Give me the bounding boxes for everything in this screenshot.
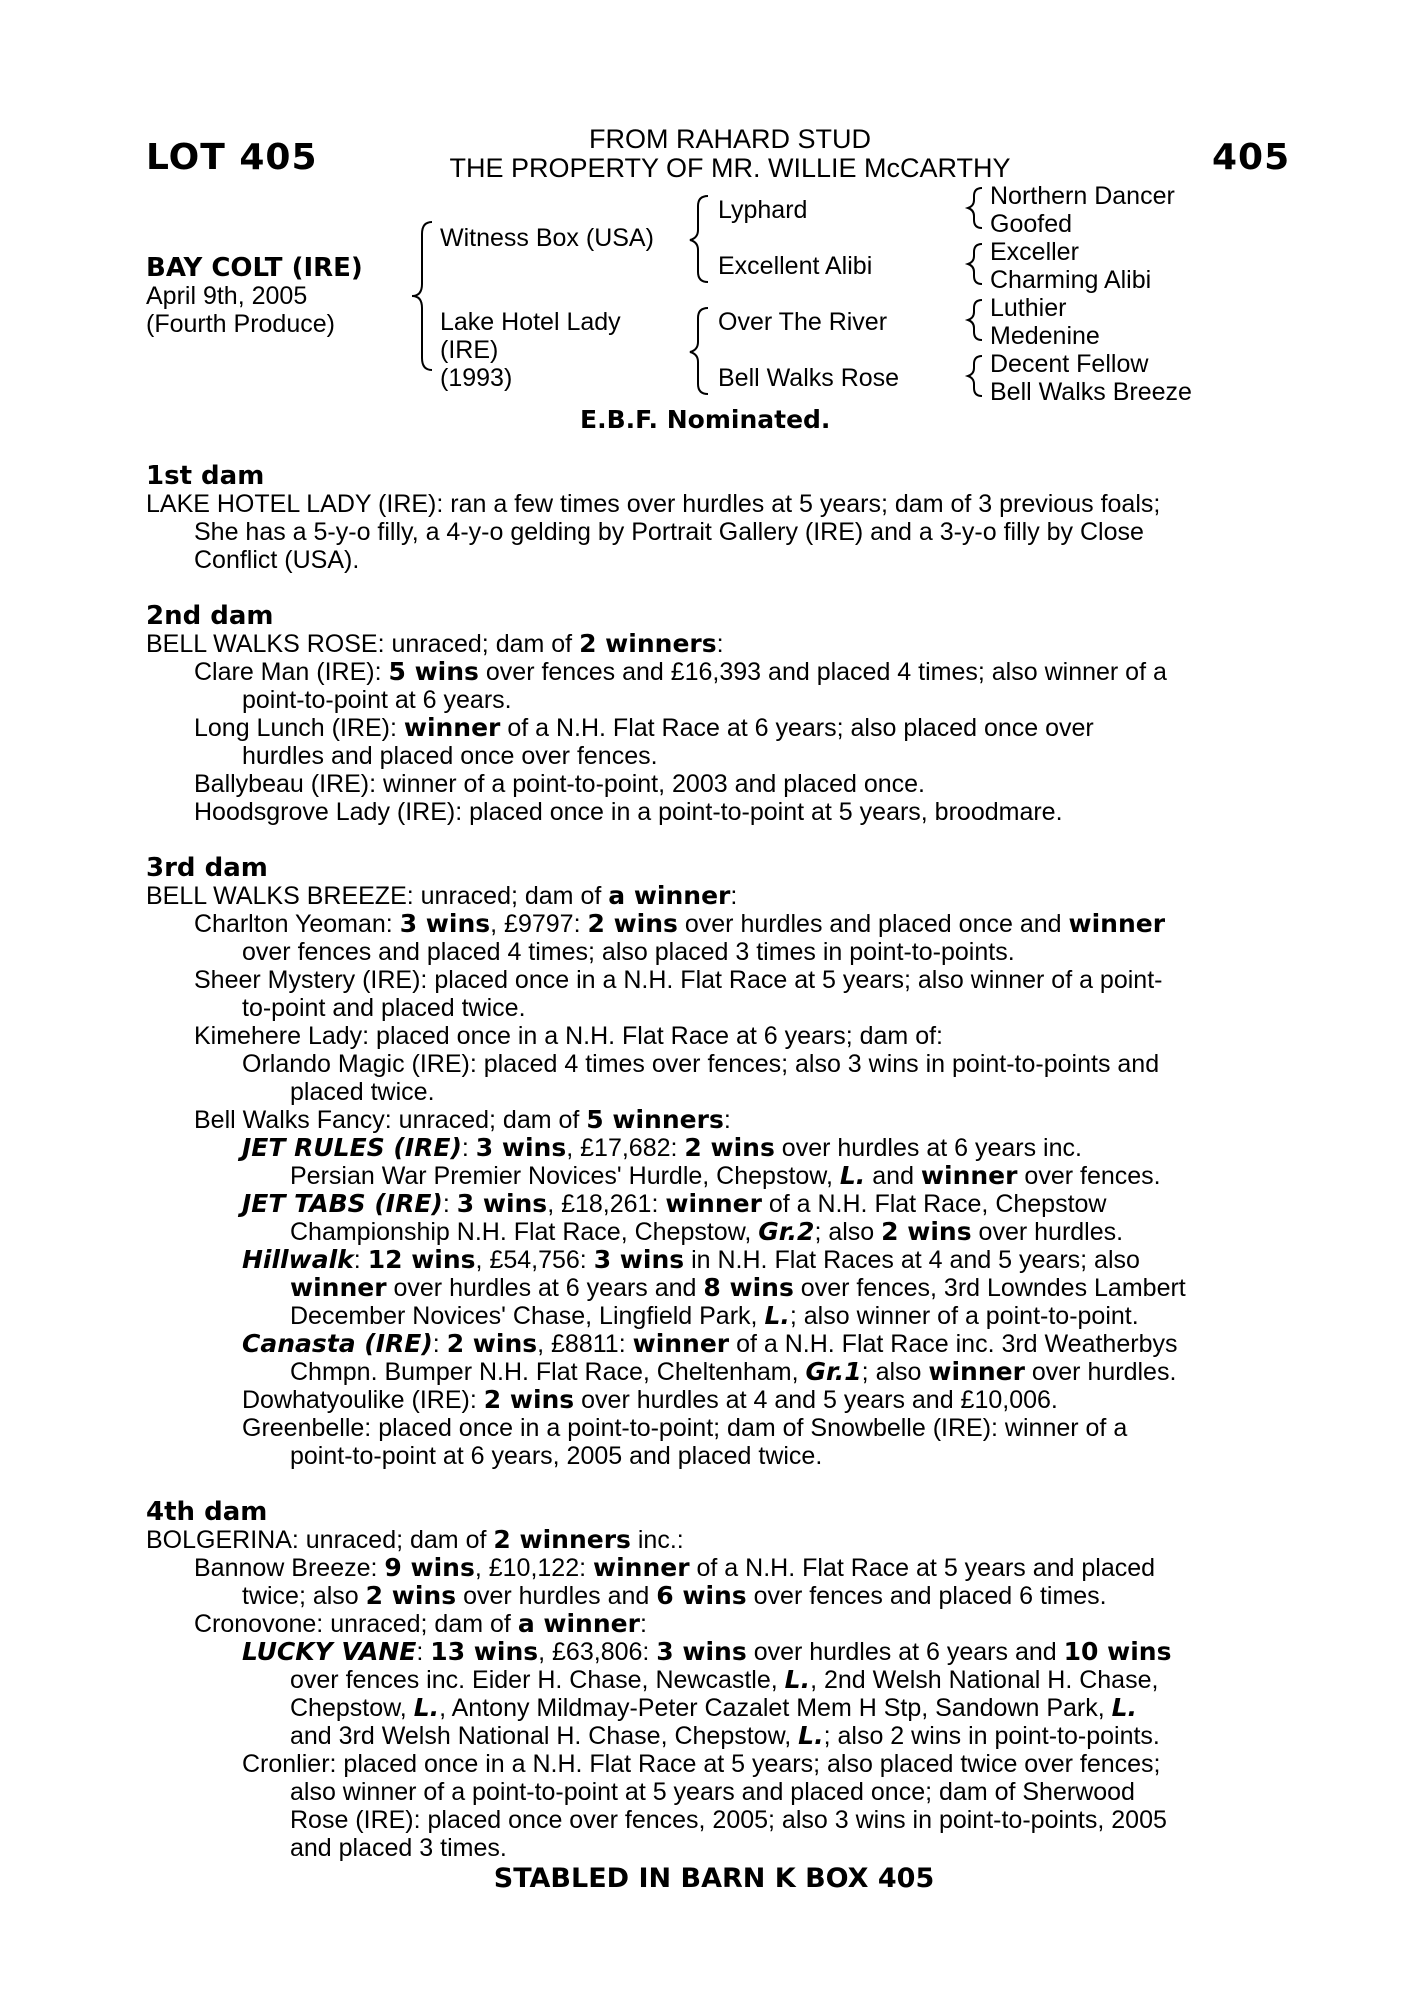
produce-note: (Fourth Produce) (146, 310, 335, 338)
horse-description: BAY COLT (IRE) (146, 253, 363, 283)
grandproduce-entry: Greenbelle: placed once in a point-to-point; dam of Snowbelle (IRE): winner of a (242, 1414, 1128, 1442)
pedigree-gen3-6: Medenine (990, 322, 1100, 350)
produce-entry: Bell Walks Fancy: unraced; dam of 5 winners: (194, 1105, 731, 1134)
grandproduce-entry: Hillwalk: 12 wins, £54,756: 3 wins in N.H. Flat Races at 4 and 5 years; also (242, 1245, 1140, 1274)
grandproduce-entry-cont: Rose (IRE): placed once over fences, 2005; also 3 wins in point-to-points, 2005 (290, 1806, 1167, 1834)
grandproduce-entry: JET TABS (IRE): 3 wins, £18,261: winner of a N.H. Flat Race, Chepstow (242, 1189, 1107, 1218)
grandproduce-entry-cont: and 3rd Welsh National H. Chase, Chepstow, L.; also 2 wins in point-to-points. (290, 1721, 1160, 1750)
produce-entry: Hoodsgrove Lady (IRE): placed once in a point-to-point at 5 years, broodmare. (194, 798, 1063, 826)
consignor-line-1: FROM RAHARD STUD (589, 124, 871, 154)
grandproduce-entry-cont: placed twice. (290, 1078, 435, 1106)
pedigree-gen3-8: Bell Walks Breeze (990, 378, 1192, 406)
grandproduce-entry: Dowhatyoulike (IRE): 2 wins over hurdles at 4 and 5 years and £10,006. (242, 1385, 1058, 1414)
pedigree-gen3-5: Luthier (990, 294, 1067, 322)
pedigree-gen2-4: Bell Walks Rose (718, 364, 900, 392)
first-dam-line: Conflict (USA). (194, 546, 360, 574)
fourth-dam-section (146, 1498, 1286, 1862)
pedigree-brackets (0, 0, 1428, 430)
pedigree-gen2-1: Lyphard (718, 196, 808, 224)
grandproduce-entry-cont: Persian War Premier Novices' Hurdle, Chepstow, L. and winner over fences. (290, 1161, 1161, 1190)
produce-entry-cont: hurdles and placed once over fences. (242, 742, 658, 770)
produce-entry-cont: point-to-point at 6 years. (242, 686, 512, 714)
pedigree-gen3-7: Decent Fellow (990, 350, 1149, 378)
pedigree-gen3-1: Northern Dancer (990, 182, 1175, 210)
grandproduce-entry: JET RULES (IRE): 3 wins, £17,682: 2 wins over hurdles at 6 years inc. (242, 1133, 1082, 1162)
grandproduce-entry-cont: also winner of a point-to-point at 5 years and placed once; dam of Sherwood (290, 1778, 1135, 1806)
produce-entry-cont: over fences and placed 4 times; also placed 3 times in point-to-points. (242, 938, 1015, 966)
produce-entry: Sheer Mystery (IRE): placed once in a N.H. Flat Race at 5 years; also winner of a point- (194, 966, 1163, 994)
grandproduce-entry-cont: December Novices' Chase, Lingfield Park, L.; also winner of a point-to-point. (290, 1301, 1139, 1330)
grandproduce-entry-cont: Chepstow, L., Antony Mildmay-Peter Cazalet Mem H Stp, Sandown Park, L. (290, 1693, 1138, 1722)
produce-entry: Ballybeau (IRE): winner of a point-to-point, 2003 and placed once. (194, 770, 926, 798)
produce-entry: Charlton Yeoman: 3 wins, £9797: 2 wins over hurdles and placed once and winner (194, 909, 1166, 938)
produce-entry: Clare Man (IRE): 5 wins over fences and £16,393 and placed 4 times; also winner of a (194, 657, 1167, 686)
produce-entry-cont: twice; also 2 wins over hurdles and 6 wins over fences and placed 6 times. (242, 1581, 1107, 1610)
lot-label: LOT 405 (146, 137, 318, 178)
grandproduce-entry-cont: winner over hurdles at 6 years and 8 wins over fences, 3rd Lowndes Lambert (290, 1273, 1186, 1302)
second-dam-section (146, 602, 1286, 826)
grandproduce-entry-cont: over fences inc. Eider H. Chase, Newcastle, L., 2nd Welsh National H. Chase, (290, 1665, 1159, 1694)
fourth-dam-intro: BOLGERINA: unraced; dam of 2 winners inc.: (146, 1525, 684, 1554)
stabling-note: STABLED IN BARN K BOX 405 (493, 1863, 935, 1894)
produce-entry: Bannow Breeze: 9 wins, £10,122: winner of a N.H. Flat Race at 5 years and placed (194, 1553, 1156, 1582)
fourth-dam-heading: 4th dam (146, 1497, 268, 1527)
first-dam-line: LAKE HOTEL LADY (IRE): ran a few times over hurdles at 5 years; dam of 3 previous foals; (146, 490, 1161, 518)
third-dam-section (146, 854, 1286, 1470)
sire-name: Witness Box (USA) (440, 224, 654, 252)
pedigree-gen2-2: Excellent Alibi (718, 252, 873, 280)
first-dam-heading: 1st dam (146, 461, 265, 491)
grandproduce-entry-cont: Chmpn. Bumper N.H. Flat Race, Cheltenham, Gr.1; also winner over hurdles. (290, 1357, 1177, 1386)
second-dam-intro: BELL WALKS ROSE: unraced; dam of 2 winners: (146, 629, 724, 658)
grandproduce-entry: LUCKY VANE: 13 wins, £63,806: 3 wins over hurdles at 6 years and 10 wins (242, 1637, 1172, 1666)
consignor-line-2: THE PROPERTY OF MR. WILLIE McCARTHY (449, 153, 1011, 183)
grandproduce-entry: Orlando Magic (IRE): placed 4 times over fences; also 3 wins in point-to-points and (242, 1050, 1160, 1078)
grandproduce-entry-cont: and placed 3 times. (290, 1834, 507, 1862)
third-dam-intro: BELL WALKS BREEZE: unraced; dam of a winner: (146, 881, 738, 910)
pedigree-gen3-2: Goofed (990, 210, 1073, 238)
grandproduce-entry: Canasta (IRE): 2 wins, £8811: winner of a N.H. Flat Race inc. 3rd Weatherbys (242, 1329, 1178, 1358)
pedigree-gen3-3: Exceller (990, 238, 1079, 266)
grandproduce-entry: Cronlier: placed once in a N.H. Flat Race at 5 years; also placed twice over fences; (242, 1750, 1161, 1778)
dam-name-line-1: Lake Hotel Lady (440, 308, 621, 336)
pedigree-gen2-3: Over The River (718, 308, 888, 336)
dam-name-line-2: (IRE) (440, 336, 499, 364)
pedigree-gen3-4: Charming Alibi (990, 266, 1152, 294)
lot-number: 405 (1212, 137, 1291, 178)
dam-name-line-3: (1993) (440, 364, 513, 392)
first-dam-section (146, 462, 1286, 574)
third-dam-heading: 3rd dam (146, 853, 268, 883)
produce-entry: Kimehere Lady: placed once in a N.H. Flat Race at 6 years; dam of: (194, 1022, 943, 1050)
grandproduce-entry-cont: Championship N.H. Flat Race, Chepstow, Gr.2; also 2 wins over hurdles. (290, 1217, 1124, 1246)
produce-entry: Long Lunch (IRE): winner of a N.H. Flat Race at 6 years; also placed once over (194, 713, 1094, 742)
ebf-nomination: E.B.F. Nominated. (580, 405, 831, 434)
grandproduce-entry-cont: point-to-point at 6 years, 2005 and placed twice. (290, 1442, 823, 1470)
first-dam-line: She has a 5-y-o filly, a 4-y-o gelding by Portrait Gallery (IRE) and a 3-y-o filly by Close (194, 518, 1144, 546)
produce-entry: Cronovone: unraced; dam of a winner: (194, 1609, 647, 1638)
second-dam-heading: 2nd dam (146, 601, 274, 631)
produce-entry-cont: to-point and placed twice. (242, 994, 526, 1022)
foaled-date: April 9th, 2005 (146, 282, 308, 310)
